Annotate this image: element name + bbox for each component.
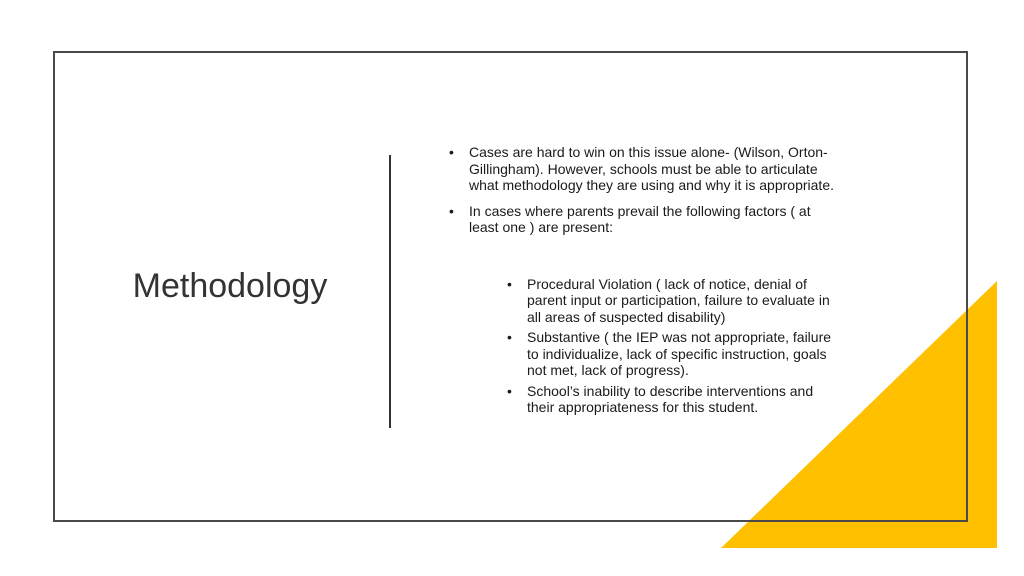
content-area	[449, 144, 839, 425]
sub-bullet-text: School’s inability to describe interventions and their appropriateness for this student.	[527, 382, 814, 415]
bullet-icon: •	[449, 144, 454, 160]
bullet-list	[449, 144, 839, 416]
bullet-icon: •	[507, 275, 512, 292]
slide-title: Methodology	[132, 267, 328, 305]
bullet-icon: •	[449, 202, 454, 219]
list-item	[449, 203, 839, 416]
sub-list-item	[507, 276, 839, 326]
sub-bullet-list	[469, 276, 839, 416]
sub-list-item	[507, 329, 839, 379]
sub-bullet-text: Substantive ( the IEP was not appropriate, failure to individualize, lack of specific instruction, goals not met, lack of progress).	[527, 329, 832, 378]
vertical-divider	[389, 155, 391, 428]
sub-list-item	[507, 383, 839, 416]
bullet-text: Cases are hard to win on this issue alone- (Wilson, Orton-Gillingham). However, schools must be able to articulate what methodology they are using and why it is appropriate.	[469, 144, 834, 193]
bullet-icon: •	[507, 329, 512, 345]
bullet-text: In cases where parents prevail the following factors ( at least one ) are present:	[469, 202, 811, 235]
bullet-icon: •	[507, 382, 512, 399]
sub-bullet-text: Procedural Violation ( lack of notice, denial of parent input or participation, failure to evaluate in all areas of suspected disability)	[527, 275, 830, 325]
list-item	[449, 144, 839, 194]
